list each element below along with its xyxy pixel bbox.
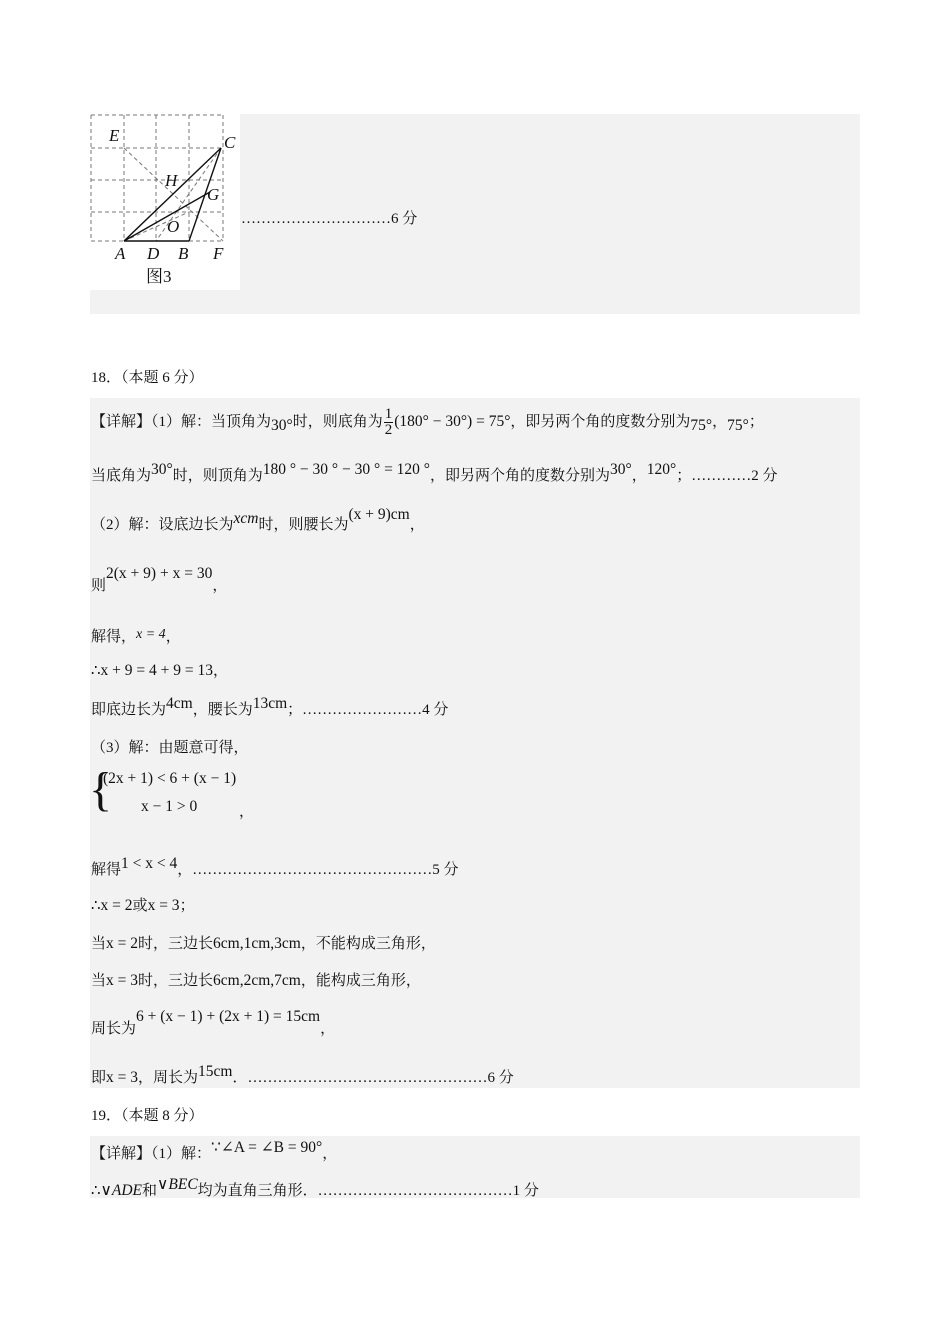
text: 时，则顶角为	[172, 468, 263, 484]
math-value: 6cm,1cm,3cm	[213, 935, 301, 952]
text: 当	[91, 936, 107, 952]
text: 解得	[91, 862, 122, 878]
q18-line-9	[91, 855, 459, 879]
system-line-1: (2x + 1) < 6 + (x − 1)	[103, 770, 237, 787]
point-label-d: D	[147, 244, 160, 263]
math-expression: ∵∠A = ∠B = 90°	[211, 1139, 323, 1156]
point-label-h: H	[165, 171, 178, 190]
figure-3-diagram	[90, 114, 240, 290]
fraction-denominator: 2	[384, 422, 393, 438]
text: 或	[132, 898, 148, 914]
text: （2）解：设底边长为	[91, 517, 234, 533]
text: 即	[91, 1070, 107, 1086]
point-label-o: O	[167, 217, 180, 236]
text: 【详解】（1）解：当顶角为	[91, 413, 272, 430]
q18-line-10	[91, 894, 195, 915]
text: ．…………………………………………6 分	[232, 1070, 514, 1086]
text: ∴	[91, 1183, 101, 1199]
point-label-a: A	[115, 244, 126, 263]
math-expression: x + 9 = 4 + 9 = 13	[100, 662, 214, 679]
q18-line-8: （3）解：由题意可得，	[91, 740, 249, 756]
q19-line-2	[91, 1176, 539, 1200]
math-expression: 1 < x < 4	[121, 855, 178, 872]
q18-header: 18．（本题 6 分）	[91, 370, 204, 386]
math-value: 75°	[727, 416, 749, 434]
q19-header: 19．（本题 8 分）	[91, 1108, 204, 1124]
math-value: 6cm,2cm,7cm	[213, 972, 301, 989]
math-expression: x = 2	[106, 935, 139, 952]
math-value: 15cm	[198, 1063, 233, 1080]
fraction-numerator: 1	[384, 406, 393, 422]
text: ；……………………4 分	[287, 702, 449, 718]
q18-line-13	[91, 1008, 336, 1038]
q18-line-5	[91, 625, 181, 646]
text: 即底边长为	[91, 702, 167, 718]
q18-line-6	[91, 659, 228, 680]
text: ，	[212, 578, 228, 594]
text: 当	[91, 973, 107, 989]
math-value: 120°	[646, 461, 677, 478]
q18-line-14	[91, 1063, 514, 1087]
q17-score-line: …………………………6 分	[241, 211, 418, 227]
figure-3	[90, 114, 240, 290]
math-triangle: ∨ADE	[100, 1182, 143, 1199]
math-expression: x = 2	[100, 897, 133, 914]
text: 时，三边长	[138, 973, 214, 989]
point-label-f: F	[213, 244, 224, 263]
math-triangle: ∨BEC	[157, 1176, 198, 1193]
math-expression: x = 4	[136, 627, 166, 642]
math-value: 30°	[610, 461, 632, 478]
math-expression: 2(x + 9) + x = 30	[106, 565, 213, 582]
math-expression: x = 3	[147, 897, 180, 914]
text: 时，则腰长为	[258, 517, 349, 533]
text: ，	[409, 517, 425, 533]
text: ∴	[91, 898, 101, 914]
q18-line-7	[91, 695, 449, 719]
math-expression: 180 ° − 30 ° − 30 ° = 120 °	[262, 461, 431, 478]
text: 【详解】（1）解：	[91, 1146, 212, 1162]
fraction-half	[384, 407, 394, 438]
text: ∴	[91, 663, 101, 679]
q18-line-4	[91, 565, 228, 595]
text: 当底角为	[91, 468, 152, 484]
math-value: 75°	[690, 416, 713, 434]
text: ，周长为	[138, 1070, 199, 1086]
point-label-g: G	[207, 185, 220, 204]
inequality-system	[89, 763, 291, 824]
text: 和	[142, 1183, 158, 1199]
text: 解得，	[91, 629, 137, 645]
q18-line-1	[91, 407, 764, 438]
point-label-c: C	[224, 133, 236, 152]
text: ，	[320, 1021, 336, 1037]
text: ，	[712, 413, 728, 430]
text: ，…………………………………………5 分	[177, 862, 459, 878]
text: ，腰长为	[192, 702, 253, 718]
text: ，	[322, 1146, 338, 1162]
q18-line-12	[91, 969, 421, 990]
math-expression: x = 3	[106, 972, 139, 989]
point-label-b: B	[178, 244, 189, 263]
text: ，	[213, 663, 229, 679]
text: 则	[91, 578, 107, 594]
q18-line-11	[91, 932, 436, 953]
system-line-2: x − 1 > 0	[141, 798, 198, 815]
q18-line-2	[91, 461, 778, 485]
text: ，即另两个角的度数分别为	[510, 413, 691, 430]
figure-caption: 图3	[146, 267, 172, 286]
text: ；…………2 分	[676, 468, 778, 484]
math-value: 30°	[151, 461, 173, 478]
math-value: 13cm	[252, 695, 288, 712]
point-label-e: E	[109, 126, 120, 145]
math-value: 4cm	[166, 695, 193, 712]
text: 周长为	[91, 1021, 137, 1037]
math-expression: (180° − 30°) = 75°	[394, 412, 511, 430]
math-expression: 6 + (x − 1) + (2x + 1) = 15cm	[136, 1008, 321, 1025]
math-expression: (x + 9)cm	[348, 506, 410, 523]
text: 时，则底角为	[292, 413, 383, 430]
text: ，	[165, 629, 181, 645]
brace-icon: {	[89, 763, 113, 816]
text: 时，三边长	[138, 936, 214, 952]
text: ；	[748, 413, 764, 430]
math-expression: x = 3	[106, 1069, 139, 1086]
math-value: xcm	[233, 510, 259, 527]
text: 均为直角三角形．…………………………………1 分	[197, 1183, 539, 1199]
math-angle: 30°	[271, 416, 293, 434]
text: ，即另两个角的度数分别为	[430, 468, 611, 484]
text: ，能构成三角形，	[300, 973, 421, 989]
text: ；	[179, 898, 195, 914]
text: ，	[631, 468, 647, 484]
q19-line-1	[91, 1139, 338, 1163]
system-end: ，	[239, 804, 255, 820]
text: ，不能构成三角形，	[300, 936, 436, 952]
q18-line-3	[91, 506, 425, 534]
